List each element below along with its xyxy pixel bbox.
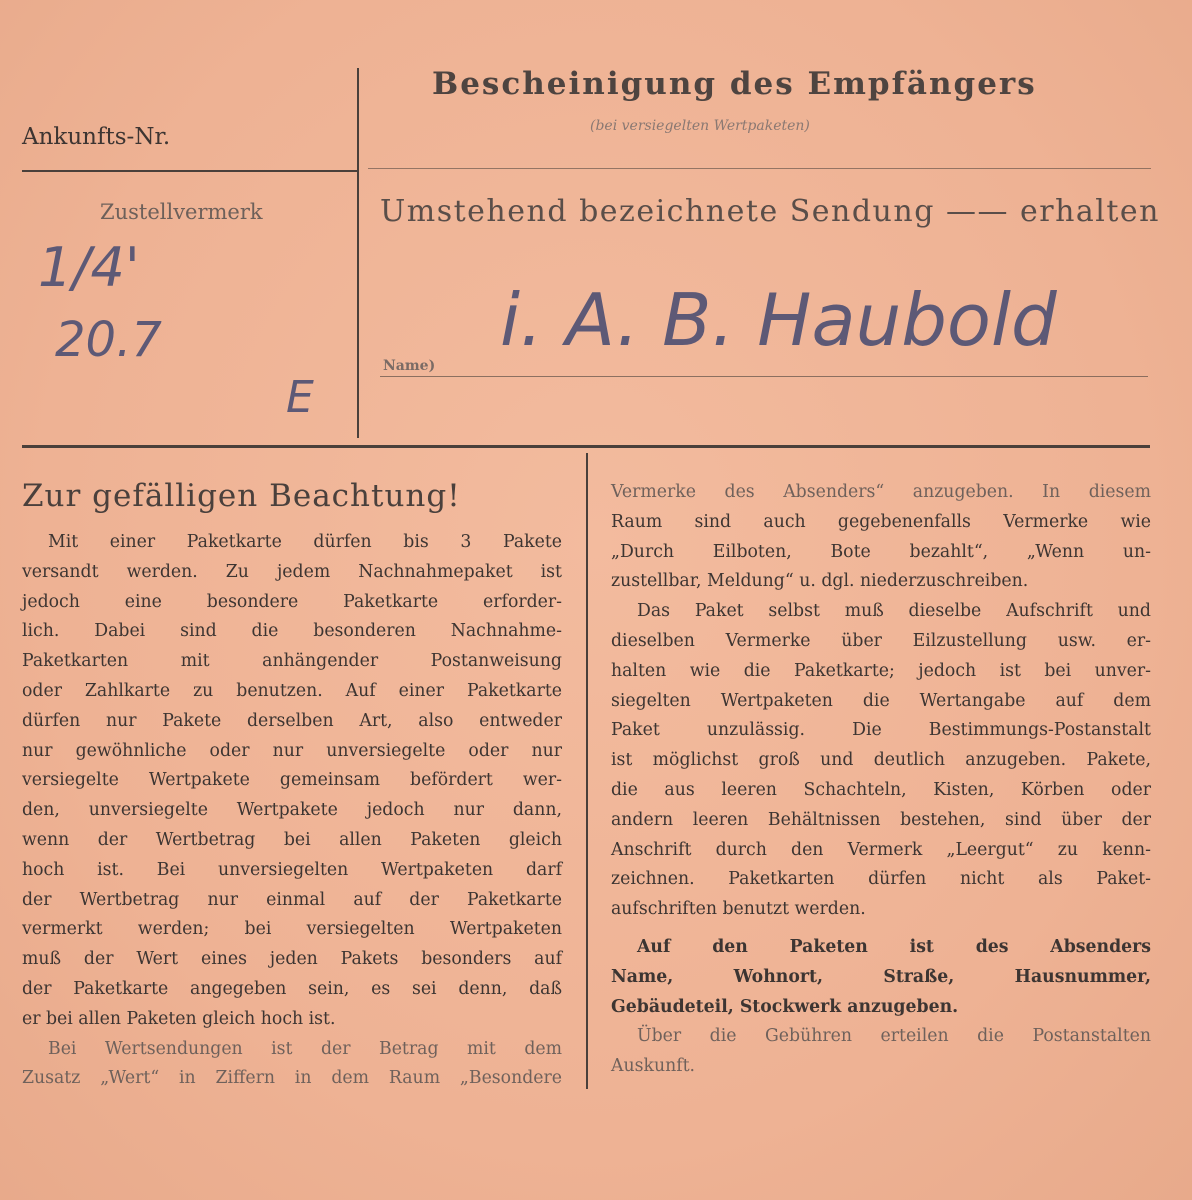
arrival-number-label: Ankunfts-Nr. [22,124,171,150]
notice-line: die aus leeren Schachteln, Kisten, Körben oder [611,779,1151,800]
notice-line: siegelten Wertpaketen die Wertangabe auf dem [611,690,1151,711]
notice-line: zeichnen. Paketkarten dürfen nicht als Paket- [611,869,1151,890]
notice-left-column [22,528,562,1094]
notice-line: Anschrift durch den Vermerk „Leergut“ zu kenn- [611,839,1151,860]
notice-line: der Paketkarte angegeben sein, es sei denn, daß [22,978,562,999]
delivery-note-label: Zustellvermerk [100,200,263,224]
notice-line: Vermerke des Absenders“ anzugeben. In diesem [611,482,1151,502]
notice-line: versandt werden. Zu jedem Nachnahmepaket ist [22,561,562,582]
notice-line: Zusatz „Wert“ in Ziffern in dem Raum „Besondere [22,1068,562,1089]
notice-line: der Wertbetrag nur einmal auf der Paketkarte [22,889,562,910]
handwritten-mark-fraction: 1/4' [38,236,140,299]
notice-line: aufschriften benutzt werden. [611,899,866,920]
column-divider [586,453,588,1089]
notice-line: „Durch Eilboten, Bote bezahlt“, „Wenn un- [611,541,1151,562]
sender-instruction-line: Auf den Paketen ist des Absenders [637,936,1151,957]
notice-line: ist möglichst groß und deutlich anzugeben. Pakete, [611,750,1151,771]
notice-line: den, unversiegelte Wertpakete jedoch nur dann, [22,800,562,821]
notice-line: zustellbar, Meldung“ u. dgl. niederzuschreiben. [611,571,1029,592]
notice-right-column [611,478,1151,1082]
notice-line: lich. Dabei sind die besonderen Nachnahme- [22,621,562,642]
name-label: Name) [383,358,436,374]
arrival-field-rule [22,170,357,172]
vertical-divider-top [357,68,359,438]
notice-line: dieselben Vermerke über Eilzustellung usw. er- [611,630,1151,651]
notice-line: Bei Wertsendungen ist der Betrag mit dem [48,1038,562,1059]
notice-line: Paket unzulässig. Die Bestimmungs-Postanstalt [611,720,1151,741]
sender-instruction-line: Name, Wohnort, Straße, Hausnummer, [611,966,1151,987]
notice-line: halten wie die Paketkarte; jedoch ist bei unver- [611,660,1151,681]
handwritten-date: 20.7 [55,312,162,368]
handwritten-initial: E [286,372,314,423]
recipient-certificate-title: Bescheinigung des Empfängers [432,66,1037,102]
recipient-signature: i. A. B. Haubold [500,278,1057,362]
notice-line: hoch ist. Bei unversiegelten Wertpaketen darf [22,859,562,880]
notice-line: jedoch eine besondere Paketkarte erforder- [22,591,562,612]
notice-line: Paketkarten mit anhängender Postanweisung [22,651,562,672]
notice-line: andern leeren Behältnissen bestehen, sind über der [611,809,1151,830]
notice-line: dürfen nur Pakete derselben Art, also entweder [22,710,562,731]
notice-line: muß der Wert eines jeden Pakets besonders auf [22,949,562,970]
notice-line: vermerkt werden; bei versiegelten Wertpaketen [22,919,562,940]
notice-line: wenn der Wertbetrag bei allen Paketen gleich [22,829,562,850]
received-statement: Umstehend bezeichnete Sendung —— erhalten [380,194,1161,229]
received-field-rule [368,168,1151,169]
notice-line: Raum sind auch gegebenenfalls Vermerke wie [611,511,1151,532]
notice-line: Das Paket selbst muß dieselbe Aufschrift und [637,601,1151,622]
section-divider [22,445,1150,448]
notice-line: versiegelte Wertpakete gemeinsam befördert wer- [22,770,562,791]
notice-line: oder Zahlkarte zu benutzen. Auf einer Paketkarte [22,680,562,701]
recipient-certificate-subtitle: (bei versiegelten Wertpaketen) [590,118,810,134]
notice-line: Auskunft. [611,1056,696,1077]
notice-line: nur gewöhnliche oder nur unversiegelte oder nur [22,740,562,761]
notice-line: Mit einer Paketkarte dürfen bis 3 Pakete [48,532,562,552]
notice-line: Über die Gebühren erteilen die Postanstalten [637,1026,1151,1047]
notice-line: er bei allen Paketen gleich hoch ist. [22,1008,336,1029]
sender-instruction-line: Gebäudeteil, Stockwerk anzugeben. [611,996,959,1017]
signature-line [380,376,1148,377]
notice-heading: Zur gefälligen Beachtung! [22,478,461,514]
